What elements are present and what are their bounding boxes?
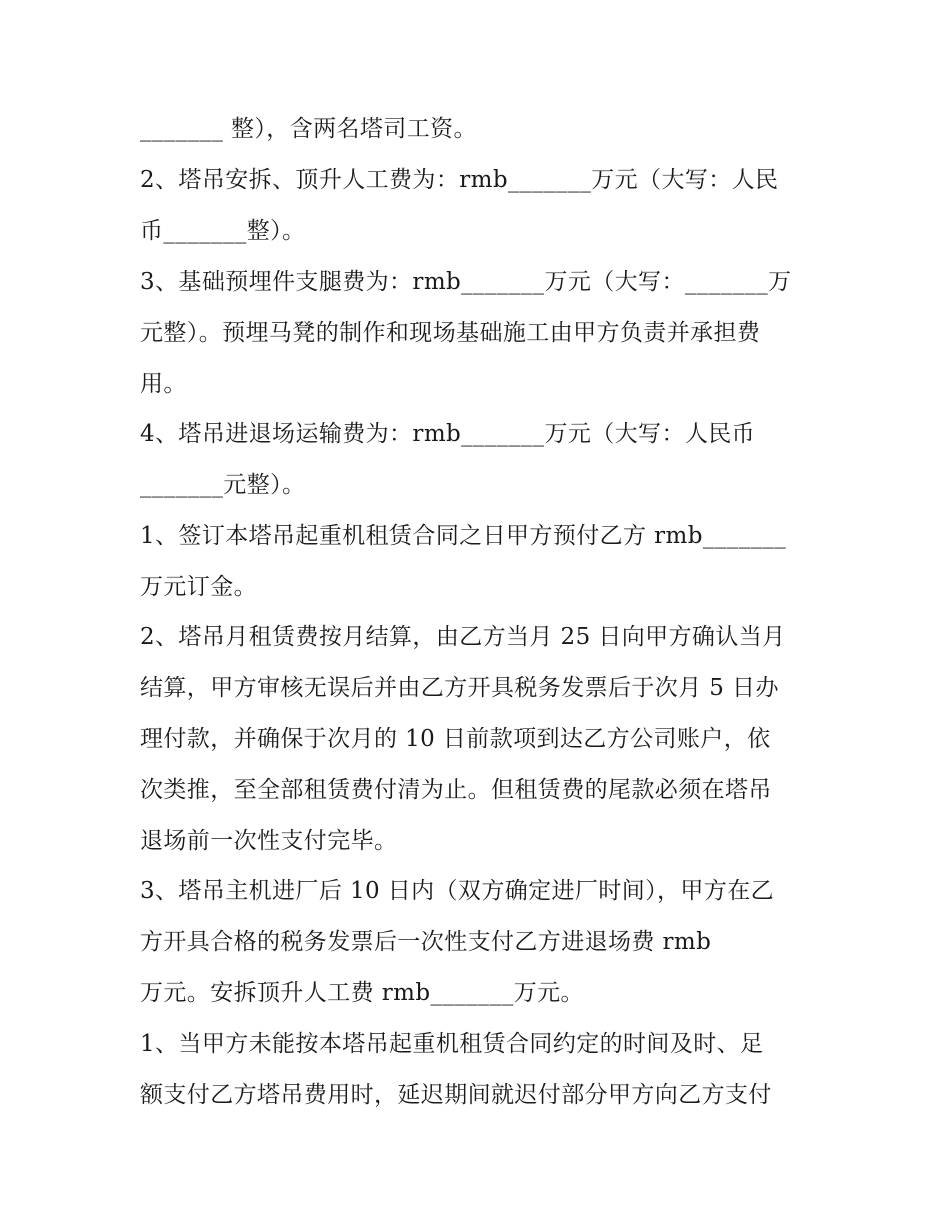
text-line: 1、签订本塔吊起重机租赁合同之日甲方预付乙方 rmb_______	[140, 523, 787, 549]
text-line: 方开具合格的税务发票后一次性支付乙方进退场费 rmb	[140, 929, 712, 955]
text-line: 万元。安拆顶升人工费 rmb_______万元。	[140, 980, 584, 1006]
text-line: 结算，甲方审核无误后并由乙方开具税务发票后于次月 5 日办	[140, 675, 779, 701]
text-line: 2、塔吊月租赁费按月结算，由乙方当月 25 日向甲方确认当月	[140, 624, 786, 650]
text-line: 2、塔吊安拆、顶升人工费为：rmb_______万元（大写：人民	[140, 167, 779, 193]
text-line: 退场前一次性支付完毕。	[140, 828, 398, 854]
text-line: 4、塔吊进退场运输费为：rmb_______万元（大写：人民币	[140, 421, 756, 447]
text-line: 币_______整）。	[140, 218, 306, 244]
text-line: 次类推，至全部租赁费付清为止。但租赁费的尾款必须在塔吊	[140, 777, 772, 803]
text-line: 元整）。预埋马凳的制作和现场基础施工由甲方负责并承担费	[140, 320, 761, 346]
text-line: 万元订金。	[140, 574, 257, 600]
text-line: 额支付乙方塔吊费用时，延迟期间就迟付部分甲方向乙方支付	[140, 1082, 772, 1108]
text-line: _______ 整），含两名塔司工资。	[140, 116, 477, 142]
text-line: 3、塔吊主机进厂后 10 日内（双方确定进厂时间），甲方在乙	[140, 878, 775, 904]
text-line: 用。	[140, 371, 187, 397]
text-line: 3、基础预埋件支腿费为：rmb_______万元（大写：_______万	[140, 269, 792, 295]
text-line: _______元整）。	[140, 472, 306, 498]
text-line: 1、当甲方未能按本塔吊起重机租赁合同约定的时间及时、足	[140, 1031, 764, 1057]
text-line: 理付款，并确保于次月的 10 日前款项到达乙方公司账户，依	[140, 726, 771, 752]
